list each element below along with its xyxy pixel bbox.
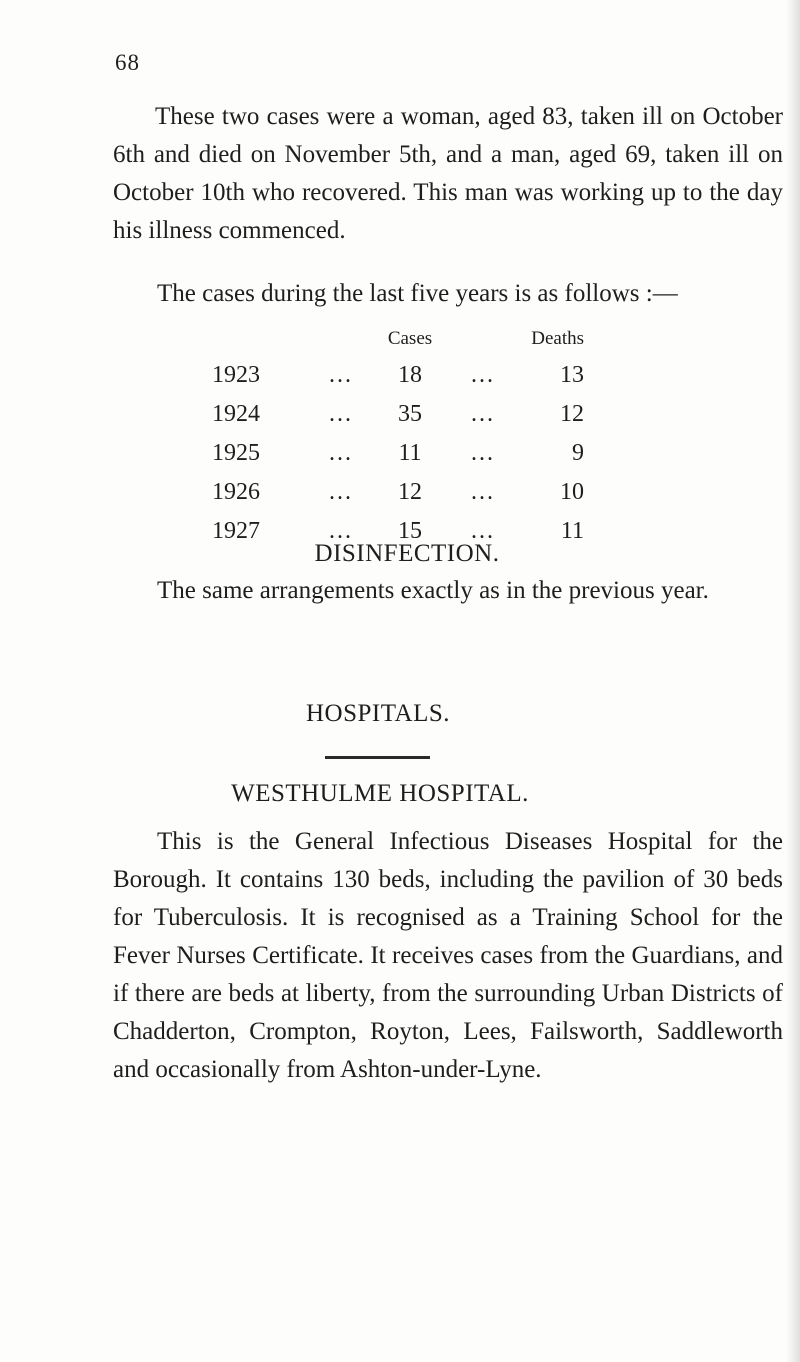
dot-leader: ... (329, 401, 353, 427)
dot-leader: ... (471, 401, 495, 427)
dot-leader: ... (471, 518, 495, 544)
dot-leader: ... (329, 518, 353, 544)
dot-leader: ... (329, 479, 353, 505)
cell-deaths: 13 (560, 362, 584, 388)
table-intro-text: The cases during the last five years is as follows :— (157, 280, 678, 307)
table-header-row (212, 328, 584, 356)
paragraph-westhulme-hospital: This is the General Infectious Diseases Hospital for the Borough. It contains 130 beds, including the pavilion of 30 beds for Tuberculosis. It is recognised as a Training School for the Fever Nurses Certificate. It receives cases from the Guardians, and if there are beds at liberty, from the surrounding Urban Districts of Chadderton, Crompton, Royton, Lees, Failsworth, Saddleworth and occasionally from Ashton-under-Lyne. (113, 828, 783, 1083)
heading-disinfection: DISINFECTION. (314, 540, 500, 567)
cell-cases: 35 (398, 401, 422, 427)
cell-year: 1927 (212, 518, 260, 544)
header-spacer (304, 328, 378, 356)
cell-year: 1923 (212, 362, 260, 388)
table-row (212, 473, 584, 512)
paragraph-cases-description: These two cases were a woman, aged 83, taken ill on October 6th and died on November 5th, and a man, aged 69, taken ill on October 10th who recovered. This man was working up to the day his illness commenced. (113, 103, 783, 244)
heading-hospitals: HOSPITALS. (306, 700, 450, 727)
section-divider (325, 756, 430, 759)
header-spacer (442, 328, 524, 356)
cases-deaths-table (212, 328, 584, 551)
cell-deaths: 12 (560, 401, 584, 427)
cell-year: 1924 (212, 401, 260, 427)
dot-leader: ... (471, 440, 495, 466)
cell-year: 1925 (212, 440, 260, 466)
paragraph-disinfection: The same arrangements exactly as in the previous year. (157, 577, 709, 604)
heading-westhulme-hospital: WESTHULME HOSPITAL. (231, 780, 529, 807)
table-row (212, 395, 584, 434)
table-row (212, 434, 584, 473)
cell-deaths: 9 (572, 440, 584, 466)
dot-leader: ... (471, 362, 495, 388)
header-year (212, 328, 304, 356)
page-edge-shadow (786, 0, 800, 1362)
cell-cases: 15 (398, 518, 422, 544)
cell-deaths: 11 (560, 518, 584, 544)
cell-deaths: 10 (560, 479, 584, 505)
cell-cases: 12 (398, 479, 422, 505)
page-number: 68 (115, 50, 140, 75)
dot-leader: ... (471, 479, 495, 505)
header-cases: Cases (387, 328, 433, 349)
dot-leader: ... (329, 362, 353, 388)
cell-year: 1926 (212, 479, 260, 505)
cell-cases: 18 (398, 362, 422, 388)
header-deaths: Deaths (531, 328, 584, 349)
dot-leader: ... (329, 440, 353, 466)
table-row (212, 356, 584, 395)
cell-cases: 11 (398, 440, 422, 466)
